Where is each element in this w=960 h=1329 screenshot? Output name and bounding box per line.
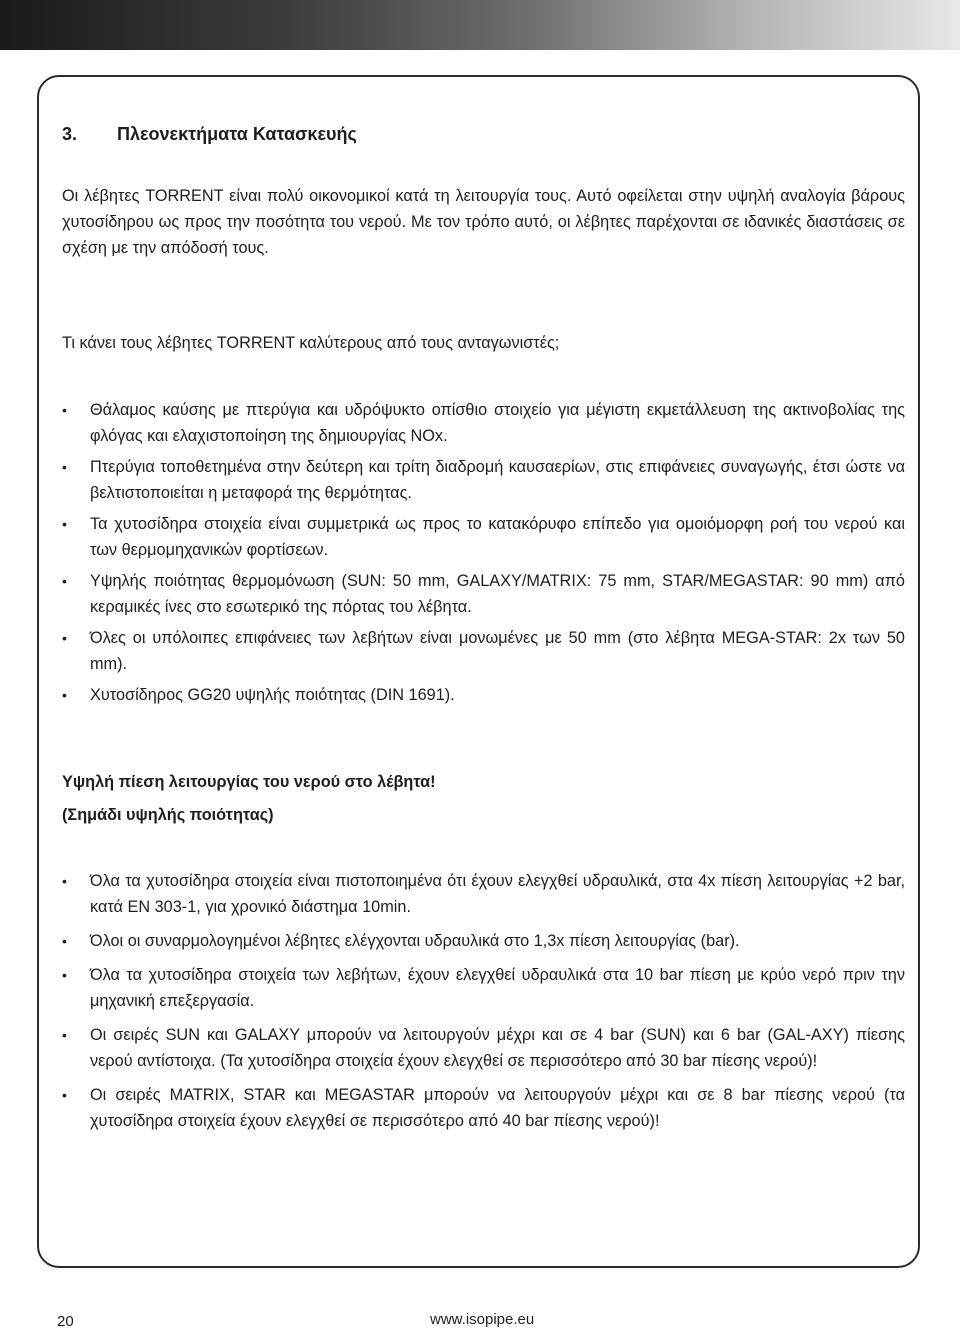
list-item: • Όλα τα χυτοσίδηρα στοιχεία είναι πιστοποιημένα ότι έχουν ελεγχθεί υδραυλικά, στα 4x πίεση λειτουργίας +2 bar, κατά EN 303-1, για χρονικό διάστημα 10min. — [62, 868, 905, 920]
section-number: 3. — [62, 124, 78, 144]
list-item: • Πτερύγια τοποθετημένα στην δεύτερη και τρίτη διαδρομή καυσαερίων, στις επιφάνειες συναγωγής, έτσι ώστε να βελτιστοποιείται η μεταφορά της θερμότητας. — [62, 454, 905, 506]
header-gradient-bar — [0, 0, 960, 50]
list-item: • Τα χυτοσίδηρα στοιχεία είναι συμμετρικά ως προς το κατακόρυφο επίπεδο για ομοιόμορφη ροή του νερού και των θερμομηχανικών φορτίσεων. — [62, 511, 905, 563]
list-item: • Υψηλής ποιότητας θερμομόνωση (SUN: 50 mm, GALAXY/MATRIX: 75 mm, STAR/MEGASTAR: 90 mm) από κεραμικές ίνες στο εσωτερικό της πόρτας του λέβητα. — [62, 568, 905, 620]
list-item: • Οι σειρές SUN και GALAXY μπορούν να λειτουργούν μέχρι και σε 4 bar (SUN) και 6 bar (GAL-AXY) πίεσης νερού αντίστοιχα. (Τα χυτοσίδηρα στοιχεία έχουν ελεγχθεί σε περισσότερο από 30 bar πίεσης νερού)! — [62, 1022, 905, 1074]
footer-url[interactable]: www.isopipe.eu — [430, 1311, 535, 1328]
page-number: 20 — [57, 1313, 74, 1329]
pressure-subheadline: (Σημάδι υψηλής ποιότητας) — [62, 806, 274, 824]
list-item: • Χυτοσίδηρος GG20 υψηλής ποιότητας (DIN 1691). — [62, 682, 905, 708]
pressure-headline: Υψηλή πίεση λειτουργίας του νερού στο λέβητα! — [62, 773, 436, 791]
pressure-list — [62, 868, 905, 1142]
list-item: • Όλοι οι συναρμολογημένοι λέβητες ελέγχονται υδραυλικά στο 1,3x πίεση λειτουργίας (bar). — [62, 928, 905, 954]
section-title: Πλεονεκτήματα Κατασκευής — [117, 124, 357, 144]
list-item: • Όλα τα χυτοσίδηρα στοιχεία των λεβήτων, έχουν ελεγχθεί υδραυλικά στα 10 bar πίεση με κρύο νερό πριν την μηχανική επεξεργασία. — [62, 962, 905, 1014]
section-heading — [62, 124, 357, 145]
intro-paragraph: Οι λέβητες TORRENT είναι πολύ οικονομικοί κατά τη λειτουργία τους. Αυτό οφείλεται στην υψηλή αναλογία βάρους χυτοσίδηρου ως προς την ποσότητα του νερού. Με τον τρόπο αυτό, οι λέβητες παρέχονται σε ιδανικές διαστάσεις σε σχέση με την απόδοσή τους. — [62, 187, 905, 257]
advantages-list — [62, 397, 905, 713]
question-line: Τι κάνει τους λέβητες TORRENT καλύτερους από τους ανταγωνιστές; — [62, 334, 560, 352]
list-item: • Όλες οι υπόλοιπες επιφάνειες των λεβήτων είναι μονωμένες με 50 mm (στο λέβητα MEGA-STAR: 2x των 50 mm). — [62, 625, 905, 677]
list-item: • Οι σειρές MATRIX, STAR και MEGASTAR μπορούν να λειτουργούν μέχρι και σε 8 bar πίεσης νερού (τα χυτοσίδηρα στοιχεία έχουν ελεγχθεί σε περισσότερο από 40 bar πίεσης νερού)! — [62, 1082, 905, 1134]
list-item: • Θάλαμος καύσης με πτερύγια και υδρόψυκτο οπίσθιο στοιχείο για μέγιστη εκμετάλλευση της ακτινοβολίας της φλόγας και ελαχιστοποίηση της δημιουργίας NOx. — [62, 397, 905, 449]
